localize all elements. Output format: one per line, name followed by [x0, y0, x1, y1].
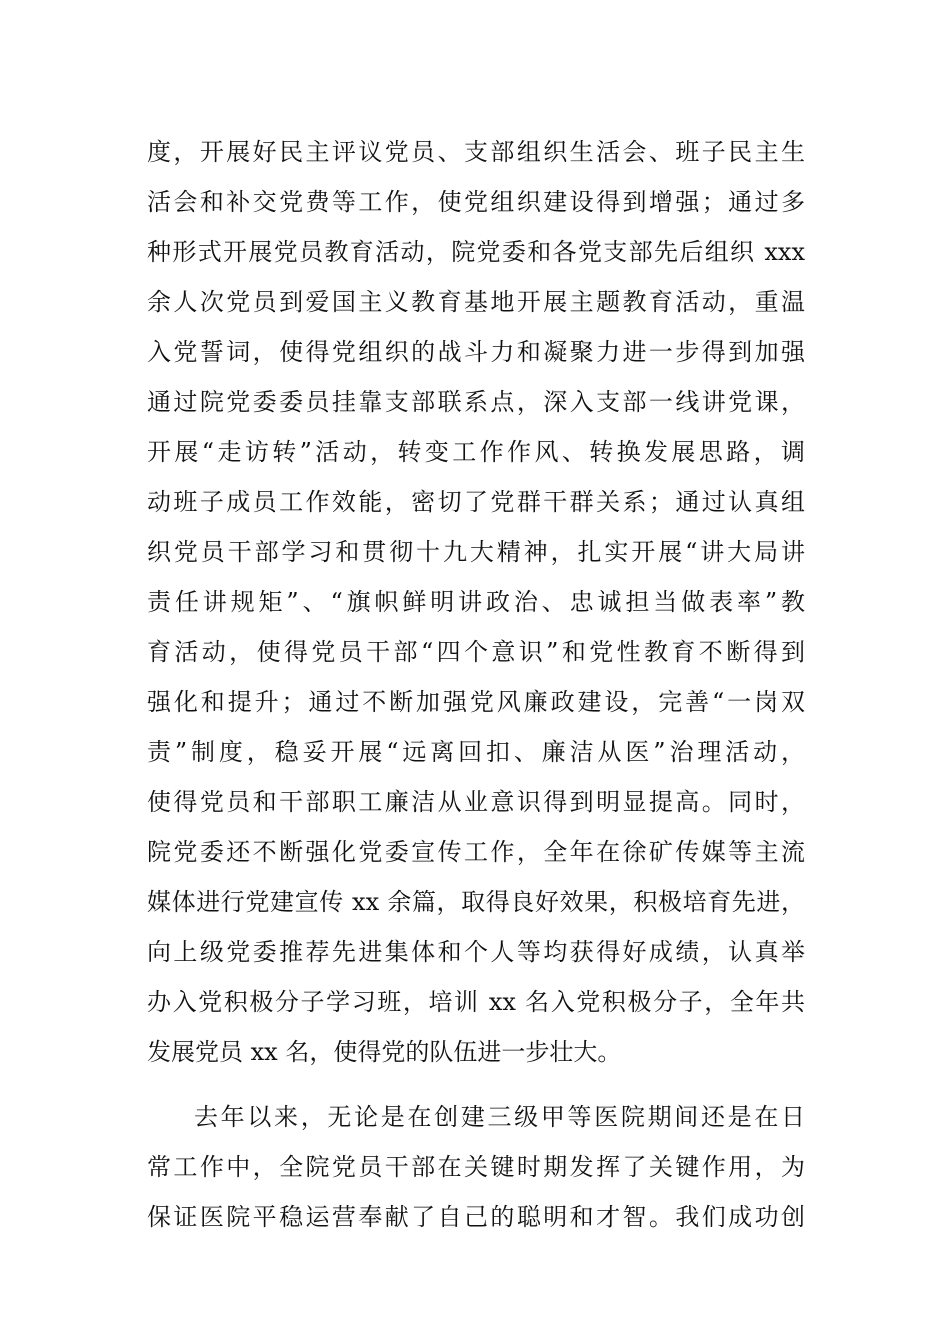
text-line: 责任讲规矩”、“旗帜鲜明讲政治、忠诚担当做表率”教 [147, 588, 805, 616]
text-line: 向上级党委推荐先进集体和个人等均获得好成绩，认真举 [147, 938, 805, 966]
text-line: 使得党员和干部职工廉洁从业意识得到明显提高。同时， [147, 788, 805, 816]
text-line: 度，开展好民主评议党员、支部组织生活会、班子民主生 [147, 138, 805, 166]
text-line: 常工作中，全院党员干部在关键时期发挥了关键作用，为 [147, 1153, 805, 1181]
text-line: 种形式开展党员教育活动，院党委和各党支部先后组织 xxx [147, 238, 805, 266]
text-line: 余人次党员到爱国主义教育基地开展主题教育活动，重温 [147, 288, 805, 316]
text-line: 去年以来，无论是在创建三级甲等医院期间还是在日 [194, 1103, 805, 1131]
text-line: 发展党员 xx 名，使得党的队伍进一步壮大。 [147, 1038, 622, 1066]
text-line: 育活动，使得党员干部“四个意识”和党性教育不断得到 [147, 638, 805, 666]
text-line: 开展“走访转”活动，转变工作作风、转换发展思路，调 [147, 438, 805, 466]
text-line: 活会和补交党费等工作，使党组织建设得到增强；通过多 [147, 188, 805, 216]
text-line: 责”制度，稳妥开展“远离回扣、廉洁从医”治理活动， [147, 738, 805, 766]
text-line: 媒体进行党建宣传 xx 余篇，取得良好效果，积极培育先进， [147, 888, 805, 916]
text-line: 入党誓词，使得党组织的战斗力和凝聚力进一步得到加强 [147, 338, 805, 366]
text-line: 动班子成员工作效能，密切了党群干群关系；通过认真组 [147, 488, 805, 516]
text-line: 院党委还不断强化党委宣传工作，全年在徐矿传媒等主流 [147, 838, 805, 866]
text-line: 通过院党委委员挂靠支部联系点，深入支部一线讲党课， [147, 388, 805, 416]
text-line: 织党员干部学习和贯彻十九大精神，扎实开展“讲大局讲 [147, 538, 805, 566]
text-line: 保证医院平稳运营奉献了自己的聪明和才智。我们成功创 [147, 1203, 805, 1231]
text-line: 办入党积极分子学习班，培训 xx 名入党积极分子，全年共 [147, 988, 805, 1016]
text-line: 强化和提升；通过不断加强党风廉政建设，完善“一岗双 [147, 688, 805, 716]
